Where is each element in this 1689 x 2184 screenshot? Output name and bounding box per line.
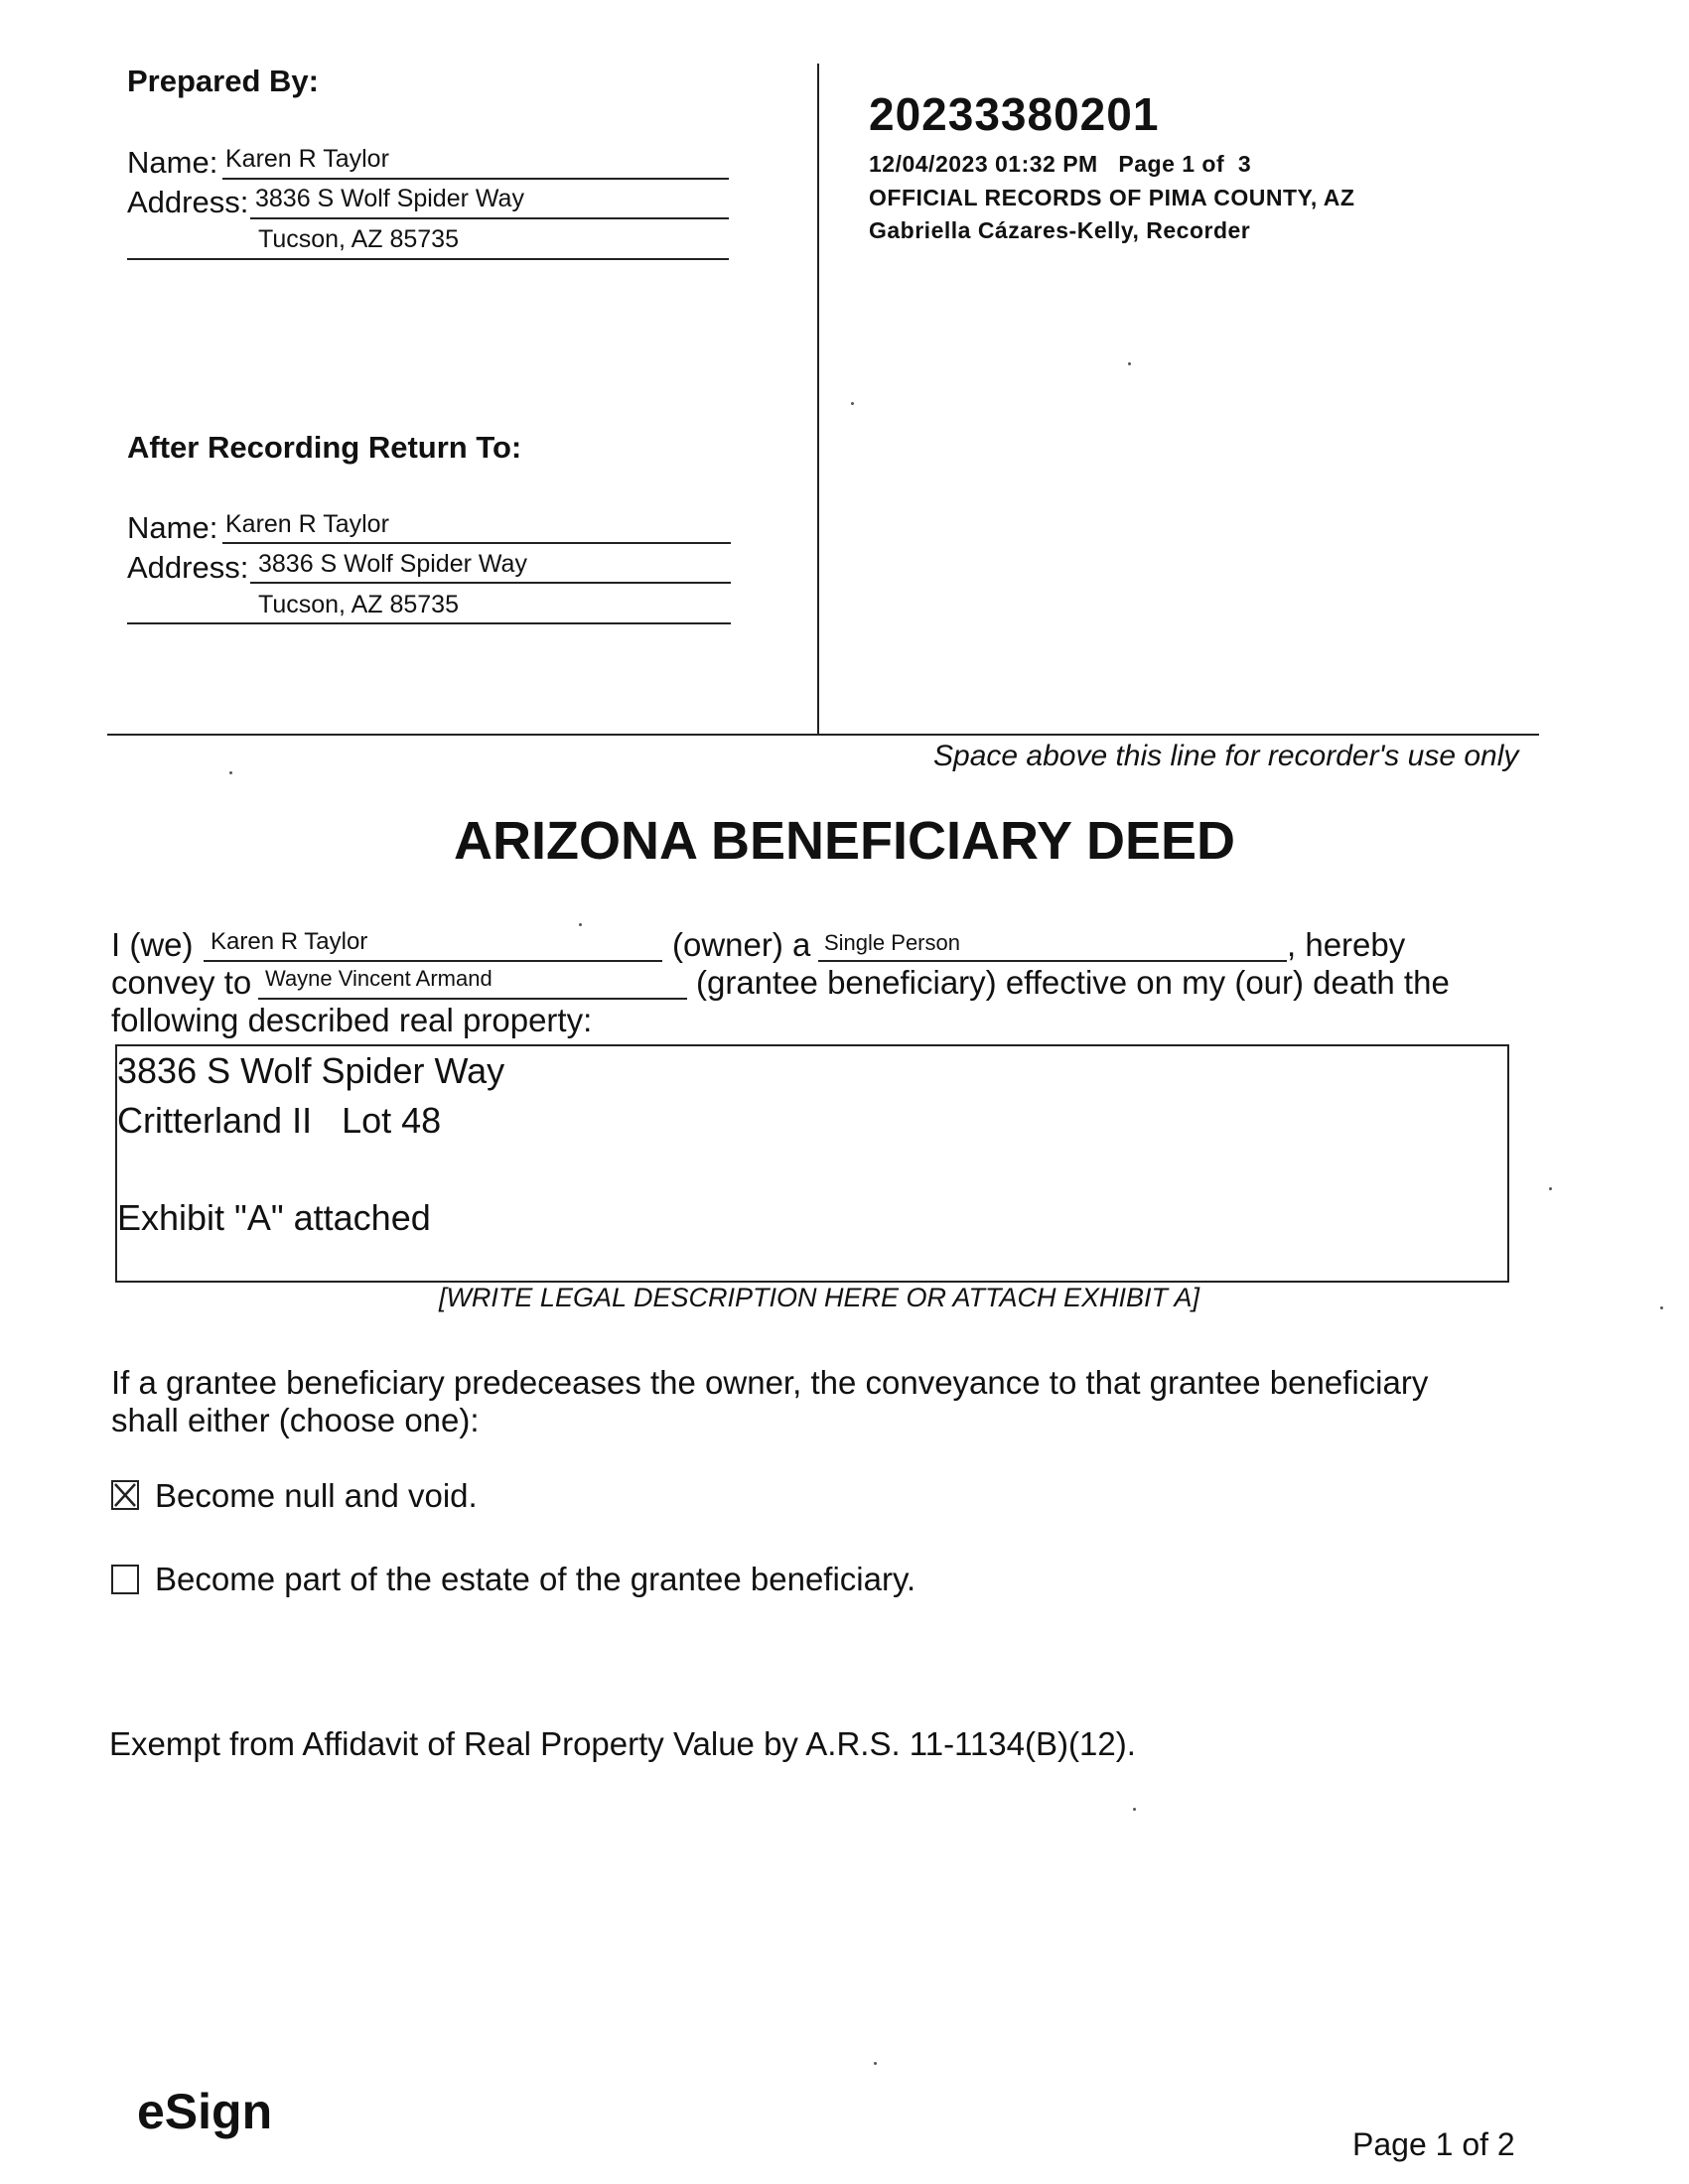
recording-recorder: Gabriella Cázares-Kelly, Recorder — [869, 217, 1251, 243]
prepared-by-heading: Prepared By: — [127, 64, 319, 98]
i-we-label: I (we) — [111, 926, 194, 963]
esign-logo: eSign — [137, 2084, 273, 2139]
predecease-text-line1: If a grantee beneficiary predeceases the owner, the conveyance to that grantee beneficiary — [111, 1364, 1429, 1401]
recorder-note: Space above this line for recorder's use only — [933, 740, 1519, 772]
recording-datetime: 12/04/2023 01:32 PM Page 1 of 3 — [869, 151, 1252, 177]
deed-title: ARIZONA BENEFICIARY DEED — [453, 811, 1236, 871]
prepared-by-name-line — [222, 178, 729, 180]
grantee-name-line — [258, 998, 687, 1000]
checkmark-x-icon — [113, 1482, 137, 1508]
grantee-name: Wayne Vincent Armand — [265, 966, 493, 991]
prepared-by-city-line — [127, 258, 729, 260]
hereby-label: , hereby — [1287, 926, 1406, 963]
scan-speck — [851, 402, 854, 405]
return-to-address-line1: 3836 S Wolf Spider Way — [258, 550, 527, 578]
prepared-by-address-label: Address: — [127, 185, 249, 219]
scan-speck — [229, 771, 232, 774]
scan-speck — [1128, 362, 1131, 365]
convey-to-label: convey to — [111, 964, 252, 1001]
property-line2: Critterland II Lot 48 — [117, 1100, 442, 1141]
prepared-by-address-line1: 3836 S Wolf Spider Way — [255, 185, 524, 212]
property-line1: 3836 S Wolf Spider Way — [117, 1050, 505, 1091]
prepared-by-address-line2: Tucson, AZ 85735 — [258, 225, 459, 253]
return-to-name-value: Karen R Taylor — [225, 510, 389, 538]
prepared-by-name-label: Name: — [127, 145, 218, 180]
owner-status: Single Person — [824, 930, 960, 955]
return-to-name-line — [222, 542, 731, 544]
recording-office: OFFICIAL RECORDS OF PIMA COUNTY, AZ — [869, 185, 1355, 210]
scan-speck — [1660, 1306, 1663, 1309]
option2-label: Become part of the estate of the grantee beneficiary. — [155, 1561, 916, 1597]
scan-speck — [1133, 1808, 1136, 1811]
prepared-by-address-line — [250, 217, 729, 219]
return-to-name-label: Name: — [127, 510, 218, 545]
grantee-text: (grantee beneficiary) effective on my (our) death the — [696, 964, 1450, 1001]
return-to-address-line2: Tucson, AZ 85735 — [258, 591, 459, 618]
prepared-by-name-value: Karen R Taylor — [225, 145, 389, 173]
owner-a-label: (owner) a — [672, 926, 811, 963]
option1-label: Become null and void. — [155, 1477, 478, 1514]
owner-name: Karen R Taylor — [211, 928, 368, 955]
return-to-address-label: Address: — [127, 550, 249, 585]
property-line3: Exhibit "A" attached — [117, 1197, 431, 1238]
header-divider — [817, 64, 819, 735]
following-text: following described real property: — [111, 1002, 593, 1038]
scan-speck — [1549, 1187, 1552, 1190]
page-number: Page 1 of 2 — [1352, 2126, 1515, 2162]
scan-speck — [874, 2062, 877, 2065]
exempt-statement: Exempt from Affidavit of Real Property Value by A.R.S. 11-1134(B)(12). — [109, 1725, 1136, 1762]
return-to-address-line — [250, 582, 731, 584]
return-to-heading: After Recording Return To: — [127, 430, 522, 465]
recorder-space-line — [107, 734, 1539, 736]
scan-speck — [579, 923, 582, 926]
recording-number: 20233380201 — [869, 88, 1160, 140]
property-caption: [WRITE LEGAL DESCRIPTION HERE OR ATTACH EXHIBIT A] — [438, 1283, 1200, 1312]
owner-status-line — [818, 960, 1287, 962]
predecease-text-line2: shall either (choose one): — [111, 1402, 480, 1438]
return-to-city-line — [127, 622, 731, 624]
option2-checkbox[interactable] — [111, 1565, 139, 1594]
option1-checkbox[interactable] — [111, 1480, 139, 1510]
owner-name-line — [204, 960, 662, 962]
